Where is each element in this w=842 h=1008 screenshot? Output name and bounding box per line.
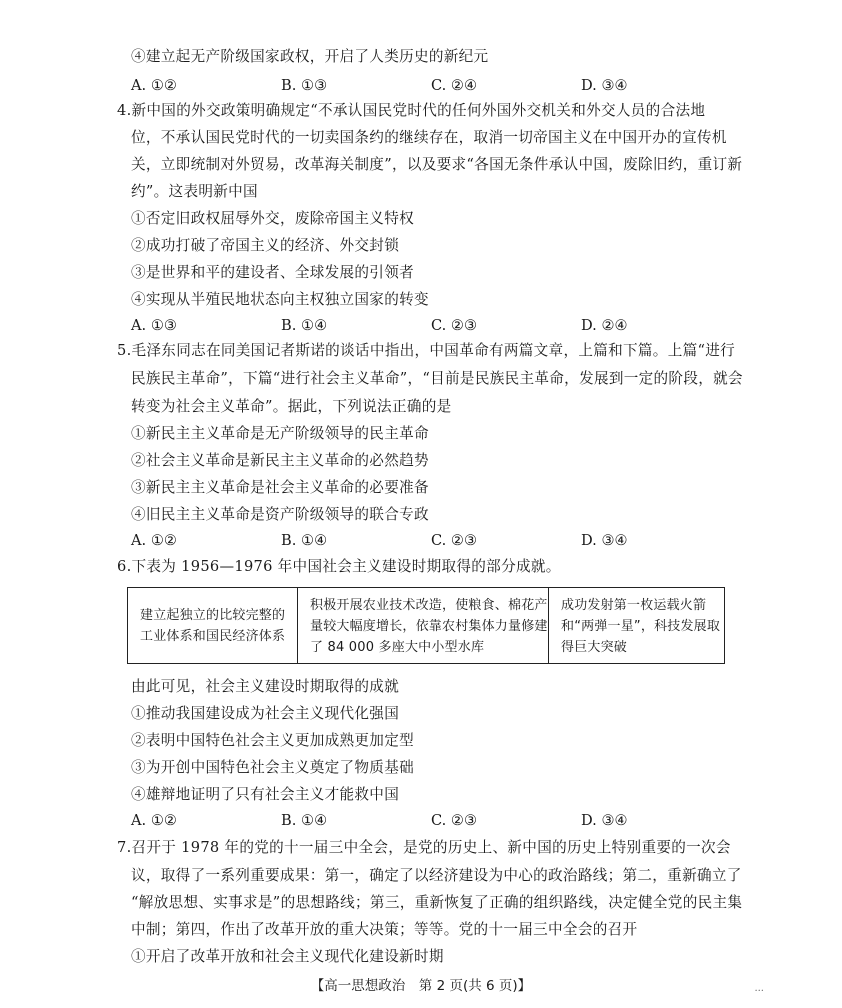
q5-stem-line: 转变为社会主义革命”。据此，下列说法正确的是: [131, 398, 452, 415]
q4-stem-line: 4.新中国的外交政策明确规定“不承认国民党时代的任何外国外交机关和外交人员的合法地: [117, 102, 706, 119]
corner-mark: ...: [754, 983, 764, 994]
q5-item-2: ②社会主义革命是新民主主义革命的必然趋势: [131, 452, 429, 469]
q7-stem-line: 7.召开于 1978 年的党的十一届三中全会，是党的历史上、新中国的历史上特别重要的一次会: [117, 839, 731, 856]
q4-item-4: ④实现从半殖民地状态向主权独立国家的转变: [131, 291, 429, 308]
q5-item-1: ①新民主主义革命是无产阶级领导的民主革命: [131, 425, 429, 442]
q5-stem-line: 5.毛泽东同志在同美国记者斯诺的谈话中指出，中国革命有两篇文章，上篇和下篇。上篇“进行: [117, 342, 736, 359]
table-cell-line: 工业体系和国民经济体系: [140, 629, 286, 644]
q4-stem-line: 位，不承认国民党时代的一切卖国条约的继续存在，取消一切帝国主义在中国开办的宣传机: [131, 129, 727, 146]
q4-option-a: A. ①③: [131, 317, 177, 334]
q6-item-4: ④雄辩地证明了只有社会主义才能救中国: [131, 786, 400, 803]
table-cell-line: 得巨大突破: [561, 640, 628, 655]
q5-stem-line: 民族民主革命”，下篇“进行社会主义革命”，“目前是民族民主革命，发展到一定的阶段，就会: [131, 370, 743, 387]
q6-stem: 6.下表为 1956—1976 年中国社会主义建设时期取得的部分成就。: [117, 558, 561, 575]
q7-stem-line: “解放思想、实事求是”的思想路线；第三，重新恢复了正确的组织路线，决定健全党的民主集: [131, 894, 743, 911]
q5-item-3: ③新民主主义革命是社会主义革命的必要准备: [131, 479, 429, 496]
table-cell: [128, 588, 297, 663]
table-cell-line: 积极开展农业技术改造，使粮食、棉花产: [310, 598, 548, 613]
q4-stem-line: 关，立即统制对外贸易，改革海关制度”，以及要求“各国无条件承认中国，废除旧约，重订新: [131, 156, 743, 173]
q6-item-3: ③为开创中国特色社会主义奠定了物质基础: [131, 759, 414, 776]
q6-item-1: ①推动我国建设成为社会主义现代化强国: [131, 705, 400, 722]
q5-option-b: B. ①④: [281, 532, 328, 549]
q7-item-1: ①开启了改革开放和社会主义现代化建设新时期: [131, 948, 444, 965]
q6-option-b: B. ①④: [281, 812, 328, 829]
q6-item-2: ②表明中国特色社会主义更加成熟更加定型: [131, 732, 414, 749]
q4-item-1: ①否定旧政权屈辱外交，废除帝国主义特权: [131, 210, 414, 227]
q4-option-d: D. ②④: [581, 317, 628, 334]
q3-option-d: D. ③④: [581, 77, 628, 94]
table-cell-line: 量较大幅度增长，依靠农村集体力量修建: [310, 619, 548, 634]
achievements-table: [127, 587, 725, 664]
q5-option-d: D. ③④: [581, 532, 628, 549]
q4-item-3: ③是世界和平的建设者、全球发展的引领者: [131, 264, 414, 281]
q3-option-b: B. ①③: [281, 77, 328, 94]
q7-stem-line: 议，取得了一系列重要成果：第一，确定了以经济建设为中心的政治路线；第二，重新确立了: [131, 867, 742, 884]
table-cell-line: 了 84 000 多座大中小型水库: [310, 640, 485, 655]
q3-item-4: ④建立起无产阶级国家政权，开启了人类历史的新纪元: [131, 48, 489, 65]
q6-option-c: C. ②③: [431, 812, 478, 829]
q6-option-d: D. ③④: [581, 812, 628, 829]
q4-option-b: B. ①④: [281, 317, 328, 334]
q4-item-2: ②成功打破了帝国主义的经济、外交封锁: [131, 237, 400, 254]
q4-option-c: C. ②③: [431, 317, 478, 334]
q5-option-c: C. ②③: [431, 532, 478, 549]
q6-lead: 由此可见，社会主义建设时期取得的成就: [131, 678, 400, 695]
table-cell: [548, 588, 724, 663]
q6-option-a: A. ①②: [131, 812, 177, 829]
q5-item-4: ④旧民主主义革命是资产阶级领导的联合专政: [131, 506, 429, 523]
q3-option-a: A. ①②: [131, 77, 177, 94]
q4-stem-line: 约”。这表明新中国: [131, 183, 258, 200]
table-cell: [297, 588, 548, 663]
table-cell-line: 建立起独立的比较完整的: [140, 608, 286, 623]
q7-stem-line: 中制；第四，作出了改革开放的重大决策；等等。党的十一届三中全会的召开: [131, 921, 638, 938]
q5-option-a: A. ①②: [131, 532, 177, 549]
table-cell-line: 成功发射第一枚运载火箭: [561, 598, 707, 613]
page-footer: 【高一思想政治 第 2 页(共 6 页)】: [310, 978, 532, 994]
q3-option-c: C. ②④: [431, 77, 478, 94]
table-cell-line: 和“两弹一星”，科技发展取: [561, 619, 721, 634]
